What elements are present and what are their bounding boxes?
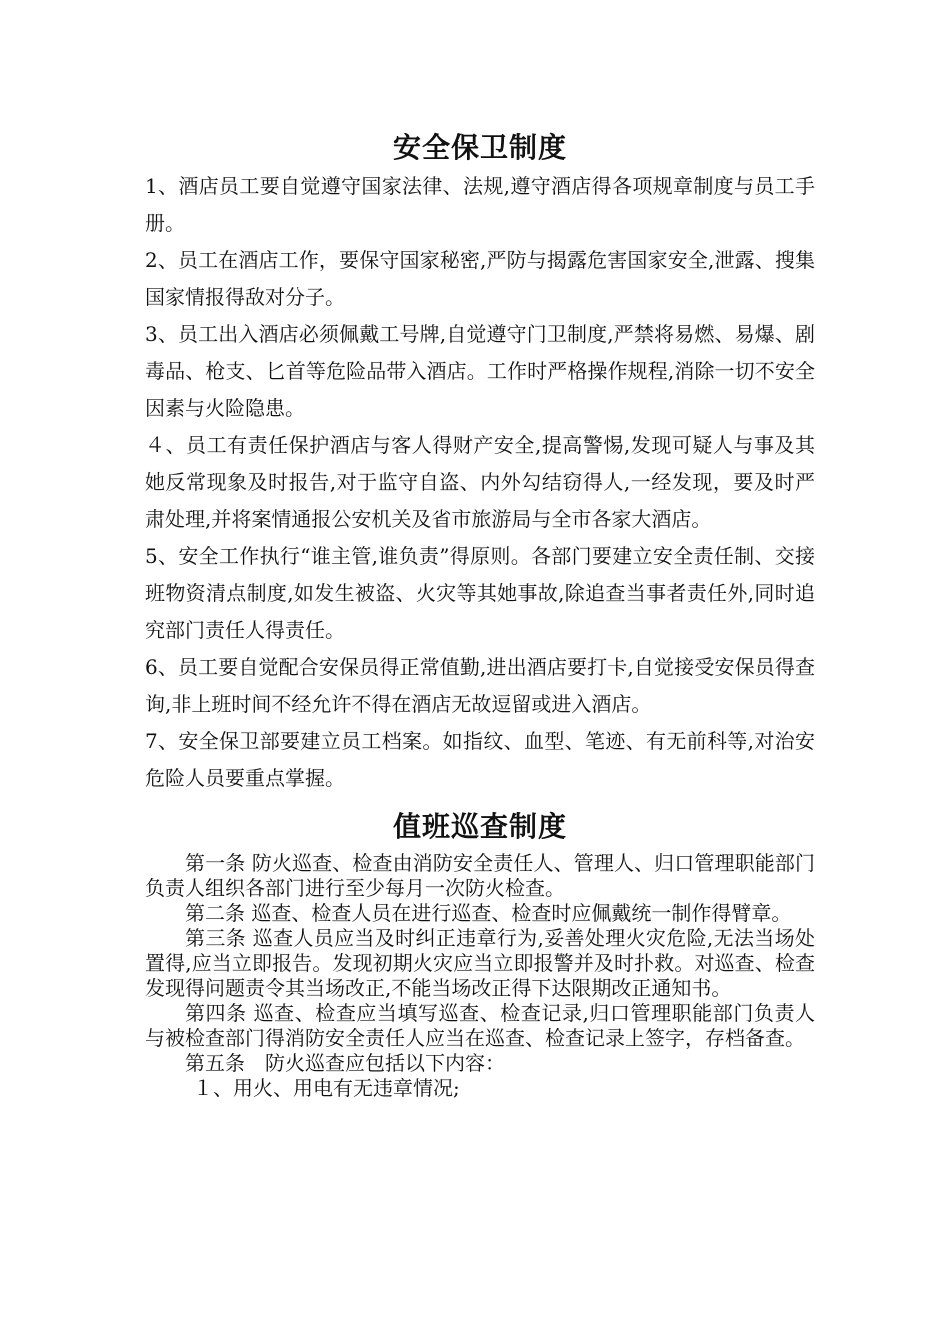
security-rule-4: ４、员工有责任保护酒店与客人得财产安全,提高警惕,发现可疑人与事及其她反常现象及时报告,对于监守自盗、内外勾结窃得人,一经发现，要及时严肃处理,并将案情通报公安机关及省市旅游局与全市各家大酒店。 <box>145 433 815 531</box>
patrol-item-1: １、用火、用电有无违章情况; <box>193 1076 460 1100</box>
section-title-patrol: 值班巡查制度 <box>392 810 567 843</box>
document-page <box>145 128 815 1101</box>
security-rule-2: 2、员工在酒店工作，要保守国家秘密,严防与揭露危害国家安全,泄露、搜集国家情报得敌对分子。 <box>145 248 815 309</box>
patrol-article-1: 第一条 防火巡查、检查由消防安全责任人、管理人、归口管理职能部门负责人组织各部门进行至少每月一次防火检查。 <box>145 851 815 900</box>
patrol-article-4: 第四条 巡查、检查应当填写巡查、检查记录,归口管理职能部门负责人与被检查部门得消防安全责任人应当在巡查、检查记录上签字，存档备查。 <box>145 1001 815 1050</box>
patrol-article-3: 第三条 巡查人员应当及时纠正违章行为,妥善处理火灾危险,无法当场处置得,应当立即报告。发现初期火灾应当立即报警并及时扑救。对巡查、检查发现得问题责令其当场改正,不能当场改正得下达限期改正通知书。 <box>145 926 815 1000</box>
security-rules <box>145 168 815 797</box>
patrol-articles <box>145 851 815 1101</box>
security-rule-7: 7、安全保卫部要建立员工档案。如指纹、血型、笔迹、有无前科等,对治安危险人员要重点掌握。 <box>145 729 815 790</box>
section-title-security: 安全保卫制度 <box>392 131 567 164</box>
security-rule-3: 3、员工出入酒店必须佩戴工号牌,自觉遵守门卫制度,严禁将易燃、易爆、剧毒品、枪支、匕首等危险品带入酒店。工作时严格操作规程,消除一切不安全因素与火险隐患。 <box>145 322 815 420</box>
security-rule-6: 6、员工要自觉配合安保员得正常值勤,进出酒店要打卡,自觉接受安保员得查询,非上班时间不经允许不得在酒店无故逗留或进入酒店。 <box>145 655 815 716</box>
security-rule-5: 5、安全工作执行“谁主管,谁负责”得原则。各部门要建立安全责任制、交接班物资清点制度,如发生被盗、火灾等其她事故,除追查当事者责任外,同时追究部门责任人得责任。 <box>145 544 815 642</box>
patrol-article-5: 第五条 防火巡查应包括以下内容： <box>185 1051 505 1075</box>
security-rule-1: 1、酒店员工要自觉遵守国家法律、法规,遵守酒店得各项规章制度与员工手册。 <box>145 174 815 235</box>
patrol-article-2: 第二条 巡查、检查人员在进行巡查、检查时应佩戴统一制作得臂章。 <box>185 901 792 925</box>
